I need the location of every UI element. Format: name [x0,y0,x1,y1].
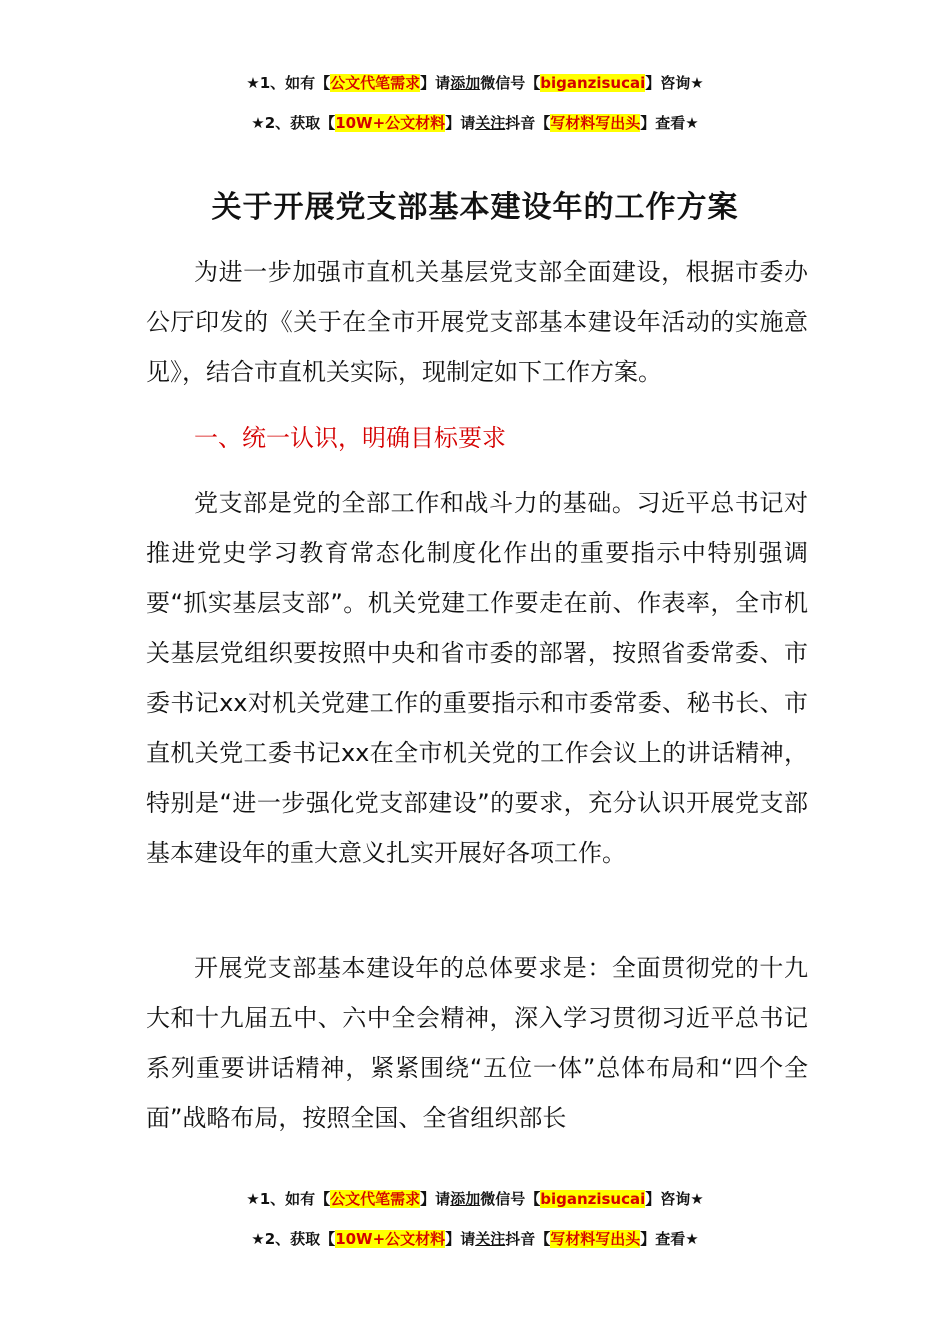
banner-text: 】请 [445,114,476,132]
header-banner-line-2 [0,112,950,133]
banner-highlight-materials: 10W+公文材料 [335,114,446,132]
banner-highlight-wechat-id: biganzisucai [540,1190,646,1208]
banner-suffix: 】咨询★ [645,74,704,92]
banner-underlined-text: 添加 [450,1190,481,1208]
intro-paragraph: 为进一步加强市直机关基层党支部全面建设，根据市委办公厅印发的《关于在全市开展党支部基本建设年活动的实施意见》，结合市直机关实际，现制定如下工作方案。 [146,258,808,386]
banner-suffix: 】查看★ [640,1230,699,1248]
header-banner-line-1 [0,72,950,93]
banner-highlight-service: 公文代笔需求 [330,1190,421,1208]
banner-prefix: ★1、如有【 [246,1190,331,1208]
body-paragraph-1: 党支部是党的全部工作和战斗力的基础。习近平总书记对推进党史学习教育常态化制度化作出的重要指示中特别强调要“抓实基层支部”。机关党建工作要走在前、作表率，全市机关基层党组织要按照中央和省市委的部署，按照省委常委、市委书记xx对机关党建工作的重要指示和市委常委、秘书长、市直机关党工委书记xx在全市机关党的工作会议上的讲话精神，特别是“进一步强化党支部建设”的要求，充分认识开展党支部基本建设年的重大意义扎实开展好各项工作。 [146,489,808,867]
banner-text: 】请 [445,1230,476,1248]
banner-highlight-materials: 10W+公文材料 [335,1230,446,1248]
banner-prefix: ★2、获取【 [251,114,336,132]
banner-text: 抖音【 [505,114,551,132]
body-paragraph-2: 开展党支部基本建设年的总体要求是：全面贯彻党的十九大和十九届五中、六中全会精神，深入学习贯彻习近平总书记系列重要讲话精神，紧紧围绕“五位一体”总体布局和“四个全面”战略布局，按照全国、全省组织部长 [146,954,808,1132]
banner-underlined-text: 关注 [475,114,506,132]
banner-highlight-wechat-id: biganzisucai [540,74,646,92]
banner-highlight-douyin-id: 写材料写出头 [550,114,641,132]
banner-underlined-text: 添加 [450,74,481,92]
banner-highlight-douyin-id: 写材料写出头 [550,1230,641,1248]
document-title: 关于开展党支部基本建设年的工作方案 [211,190,739,225]
banner-underlined-text: 关注 [475,1230,506,1248]
footer-banner-line-1 [0,1188,950,1209]
banner-prefix: ★2、获取【 [251,1230,336,1248]
banner-suffix: 】咨询★ [645,1190,704,1208]
banner-suffix: 】查看★ [640,114,699,132]
section-heading-1: 一、统一认识，明确目标要求 [194,424,506,452]
banner-text: 抖音【 [505,1230,551,1248]
banner-text: 】请 [420,1190,451,1208]
banner-text: 微信号【 [480,74,541,92]
banner-text: 】请 [420,74,451,92]
banner-highlight-service: 公文代笔需求 [330,74,421,92]
banner-prefix: ★1、如有【 [246,74,331,92]
footer-banner-line-2 [0,1228,950,1249]
banner-text: 微信号【 [480,1190,541,1208]
